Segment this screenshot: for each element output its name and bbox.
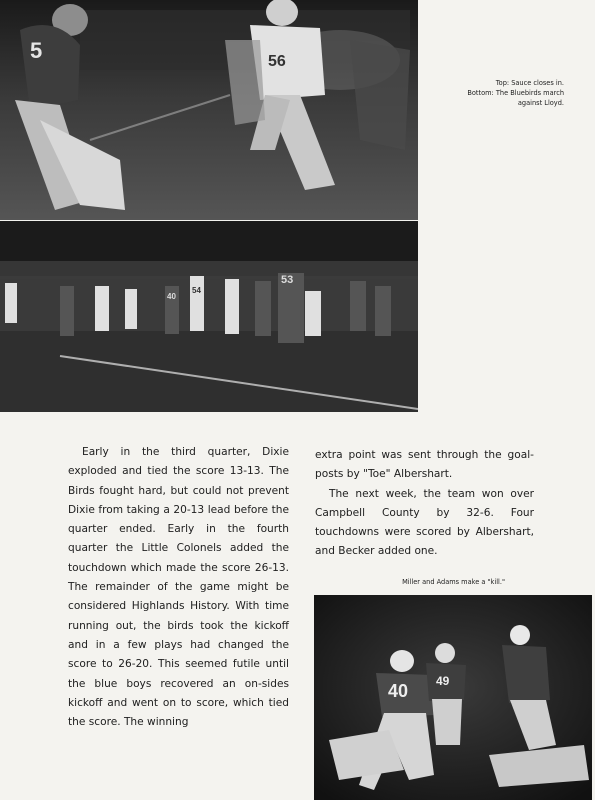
jersey-number-field-b: 54 [192,286,201,295]
caption-kill-photo: Miller and Adams make a "kill." [402,578,505,586]
caption-bottom-photo-line-2: against Lloyd. [517,99,564,107]
jersey-number-top-left: 5 [30,38,43,63]
jersey-number-kill-b: 49 [436,674,450,688]
article-column-left [68,443,289,732]
photo-captions-top [430,78,564,108]
article-paragraph-third-quarter: Early in the third quarter, Dixie exploded and tied the score 13-13. The Birds fought hard, but could not prevent Dixie from taking a 20-13 lead before the quarter ended. Early in the fourth quarter the Little Colonels added the touchdown which made the score 26-13. The remainder of the game might be considered Highlands History. With time running out, the birds took the kickoff and in a few plays had changed the score to 26-20. This seemed futile until the blue boys recovered an on-sides kickoff and went on to score, which tied the score. The winning [68,446,289,729]
article-column-right [315,446,534,562]
caption-top-photo: Top: Sauce closes in. [495,79,564,87]
jersey-number-field-c: 40 [167,292,176,301]
jersey-number-field-a: 53 [281,274,294,286]
photo-bluebirds-march [0,221,418,412]
photo-sauce-closes-in [0,0,418,220]
photo-miller-adams-kill [314,595,592,800]
caption-bottom-photo-line-1: Bottom: The Bluebirds march [467,89,564,97]
jersey-number-top-center: 56 [268,53,286,70]
article-paragraph-campbell-county: The next week, the team won over Campbell County by 32-6. Four touchdowns were scored by Albershart, and Becker added one. [315,487,534,558]
jersey-number-kill-a: 40 [388,681,409,701]
article-paragraph-extra-point: extra point was sent through the goal-posts by "Toe" Albershart. [315,449,534,481]
